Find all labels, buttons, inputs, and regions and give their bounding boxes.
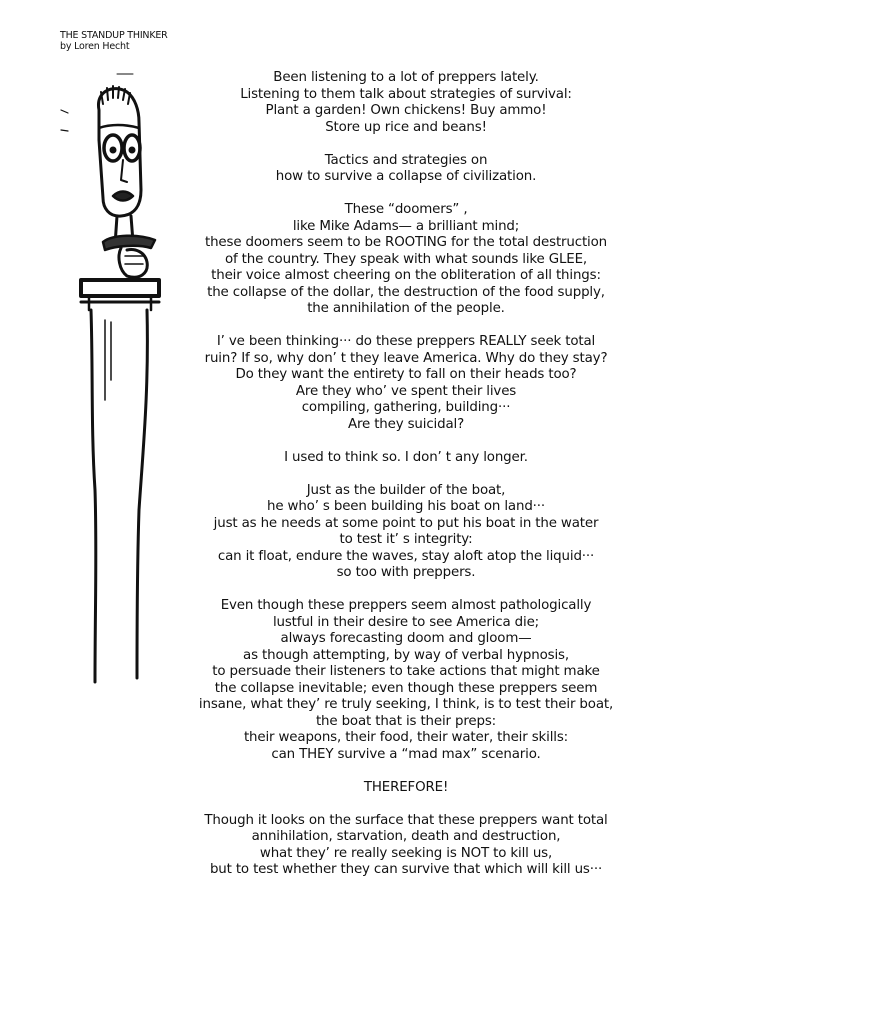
- poem-stanza: [186, 153, 626, 186]
- poem-line: what they’ re really seeking is NOT to kill us,: [259, 845, 553, 861]
- poem-stanza: [186, 202, 626, 318]
- poem-line: like Mike Adams— a brilliant mind;: [292, 218, 520, 234]
- poem-line: always forecasting doom and gloom—: [280, 631, 532, 646]
- document-header: [60, 30, 168, 52]
- poem-line: Store up rice and beans!: [325, 119, 487, 135]
- poem-line: just as he needs at some point to put his boat in the water: [213, 515, 599, 531]
- poem-line: Just as the builder of the boat,: [306, 482, 506, 498]
- author-byline: by Loren Hecht: [60, 41, 130, 52]
- poem-body: [186, 70, 626, 895]
- poem-line: so too with preppers.: [336, 565, 476, 580]
- poem-line: compiling, gathering, building···: [301, 400, 511, 415]
- document-title: THE STANDUP THINKER: [60, 30, 168, 41]
- poem-stanza: [186, 598, 626, 763]
- poem-line: their weapons, their food, their water, their skills:: [243, 730, 569, 745]
- poem-stanza: [186, 813, 626, 879]
- poem-stanza: [186, 70, 626, 136]
- poem-line: the collapse of the dollar, the destruction of the food supply,: [207, 284, 605, 300]
- poem-line: ruin? If so, why don’ t they leave America. Why do they stay?: [204, 350, 608, 366]
- poem-line: as though attempting, by way of verbal hypnosis,: [243, 647, 569, 663]
- poem-line: the annihilation of the people.: [307, 301, 505, 316]
- poem-line: he who’ s been building his boat on land···: [267, 499, 545, 514]
- poem-line: Are they suicidal?: [347, 416, 465, 432]
- poem-line: but to test whether they can survive that which will kill us···: [209, 862, 603, 877]
- poem-stanza: [186, 450, 626, 467]
- poem-line: Listening to them talk about strategies of survival:: [240, 86, 572, 102]
- poem-line: the boat that is their preps:: [315, 713, 497, 729]
- poem-stanza: [186, 334, 626, 433]
- poem-line: to test it’ s integrity:: [339, 532, 473, 547]
- poem-line: I used to think so. I don’ t any longer.: [284, 449, 528, 465]
- poem-line: how to survive a collapse of civilization.: [275, 169, 537, 184]
- poem-line: Plant a garden! Own chickens! Buy ammo!: [265, 103, 547, 118]
- poem-line: These “doomers” ,: [344, 202, 468, 217]
- poem-line: Even though these preppers seem almost pathologically: [220, 598, 592, 613]
- poem-line: can THEY survive a “mad max” scenario.: [271, 746, 541, 762]
- poem-line: these doomers seem to be ROOTING for the total destruction: [204, 235, 607, 250]
- poem-line: Do they want the entirety to fall on their heads too?: [235, 367, 577, 382]
- poem-line: insane, what they’ re truly seeking, I think, is to test their boat,: [198, 697, 614, 712]
- poem-line: THEREFORE!: [363, 779, 449, 795]
- poem-line: their voice almost cheering on the obliteration of all things:: [211, 268, 601, 283]
- poem-line: lustful in their desire to see America die;: [272, 614, 540, 630]
- poem-line: I’ ve been thinking··· do these preppers REALLY seek total: [216, 334, 596, 349]
- poem-line: the collapse inevitable; even though these preppers seem: [214, 680, 598, 696]
- poem-line: Though it looks on the surface that these preppers want total: [204, 812, 608, 828]
- figure-on-staff-illustration: [55, 70, 165, 690]
- poem-line: of the country. They speak with what sounds like GLEE,: [224, 251, 588, 267]
- poem-line: can it float, endure the waves, stay aloft atop the liquid···: [217, 548, 595, 564]
- poem-line: to persuade their listeners to take actions that might make: [212, 664, 600, 679]
- poem-stanza: [186, 483, 626, 582]
- poem-line: annihilation, starvation, death and destruction,: [251, 829, 561, 844]
- poem-line: Been listening to a lot of preppers lately.: [273, 70, 539, 85]
- poem-stanza: [186, 780, 626, 797]
- poem-line: Are they who’ ve spent their lives: [295, 383, 517, 399]
- poem-line: Tactics and strategies on: [324, 152, 488, 168]
